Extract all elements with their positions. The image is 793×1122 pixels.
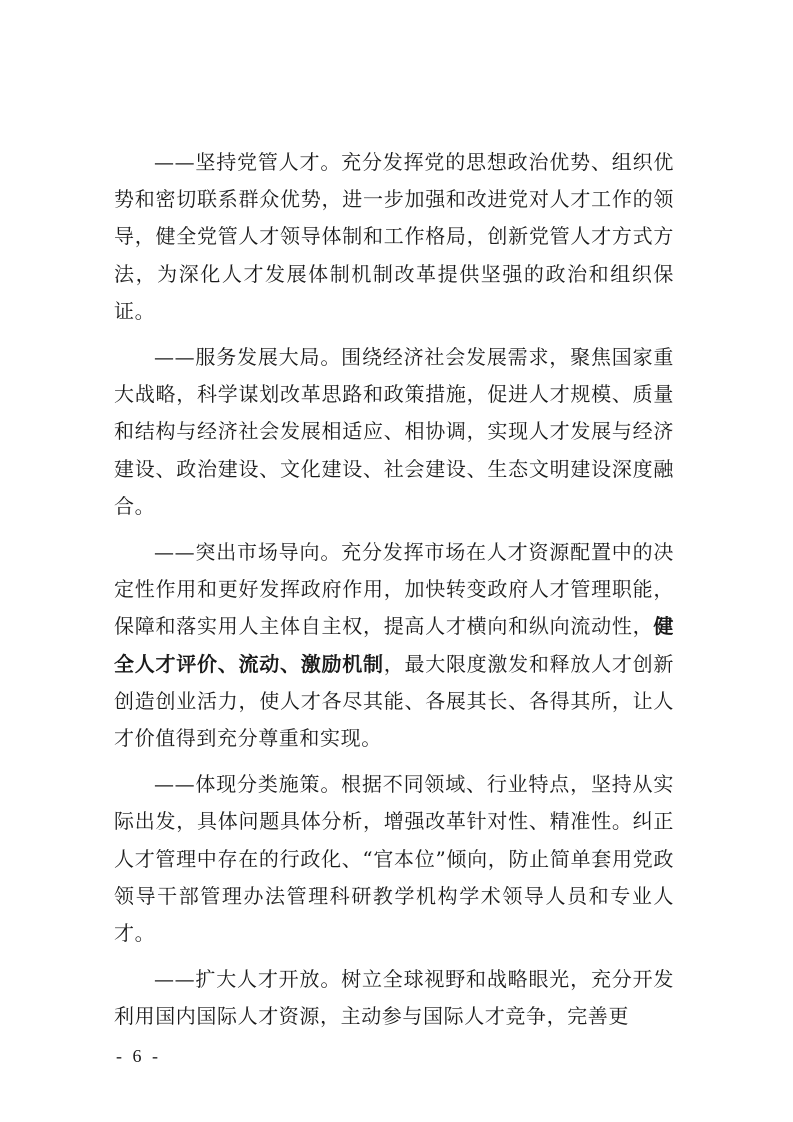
emphasized-text: 健全人才评价、流动、激励机制 — [114, 614, 674, 676]
paragraph-serve-overall: ——服务发展大局。围绕经济社会发展需求，聚焦国家重大战略，科学谋划改革思路和政策措施，促进人才规模、质量和结构与经济社会发展相适应、相协调，实现人才发展与经济建设、政治建设、文化建设、社会建设、生态文明建设深度融合。 — [114, 345, 674, 518]
page-number: - 6 - — [116, 1046, 161, 1066]
document-body — [114, 144, 674, 1045]
paragraph-expand-opening: ——扩大人才开放。树立全球视野和战略眼光，充分开发利用国内国际人才资源，主动参与国际人才竞争，完善更 — [114, 967, 674, 1029]
paragraph-party-management: ——坚持党管人才。充分发挥党的思想政治优势、组织优势和密切联系群众优势，进一步加强和改进党对人才工作的领导，健全党管人才领导体制和工作格局，创新党管人才方式方法，为深化人才发展体制机制改革提供坚强的政治和组织保证。 — [114, 150, 674, 323]
paragraph-classified-policy: ——体现分类施策。根据不同领域、行业特点，坚持从实际出发，具体问题具体分析，增强改革针对性、精准性。纠正人才管理中存在的行政化、“官本位”倾向，防止简单套用党政领导干部管理办法管理科研教学机构学术领导人员和专业人才。 — [114, 772, 674, 946]
paragraph-market-orientation — [114, 534, 674, 757]
paragraph-text-segment: ——突出市场导向。充分发挥市场在人才资源配置中的决定性作用和更好发挥政府作用，加快转变政府人才管理职能，保障和落实用人主体自主权，提高人才横向和纵向流动性， — [114, 540, 674, 639]
paragraph-text-segment: ，最大限度激发和释放人才创新创造创业活力，使人才各尽其能、各展其长、各得其所，让人才价值得到充分尊重和实现。 — [114, 651, 674, 751]
